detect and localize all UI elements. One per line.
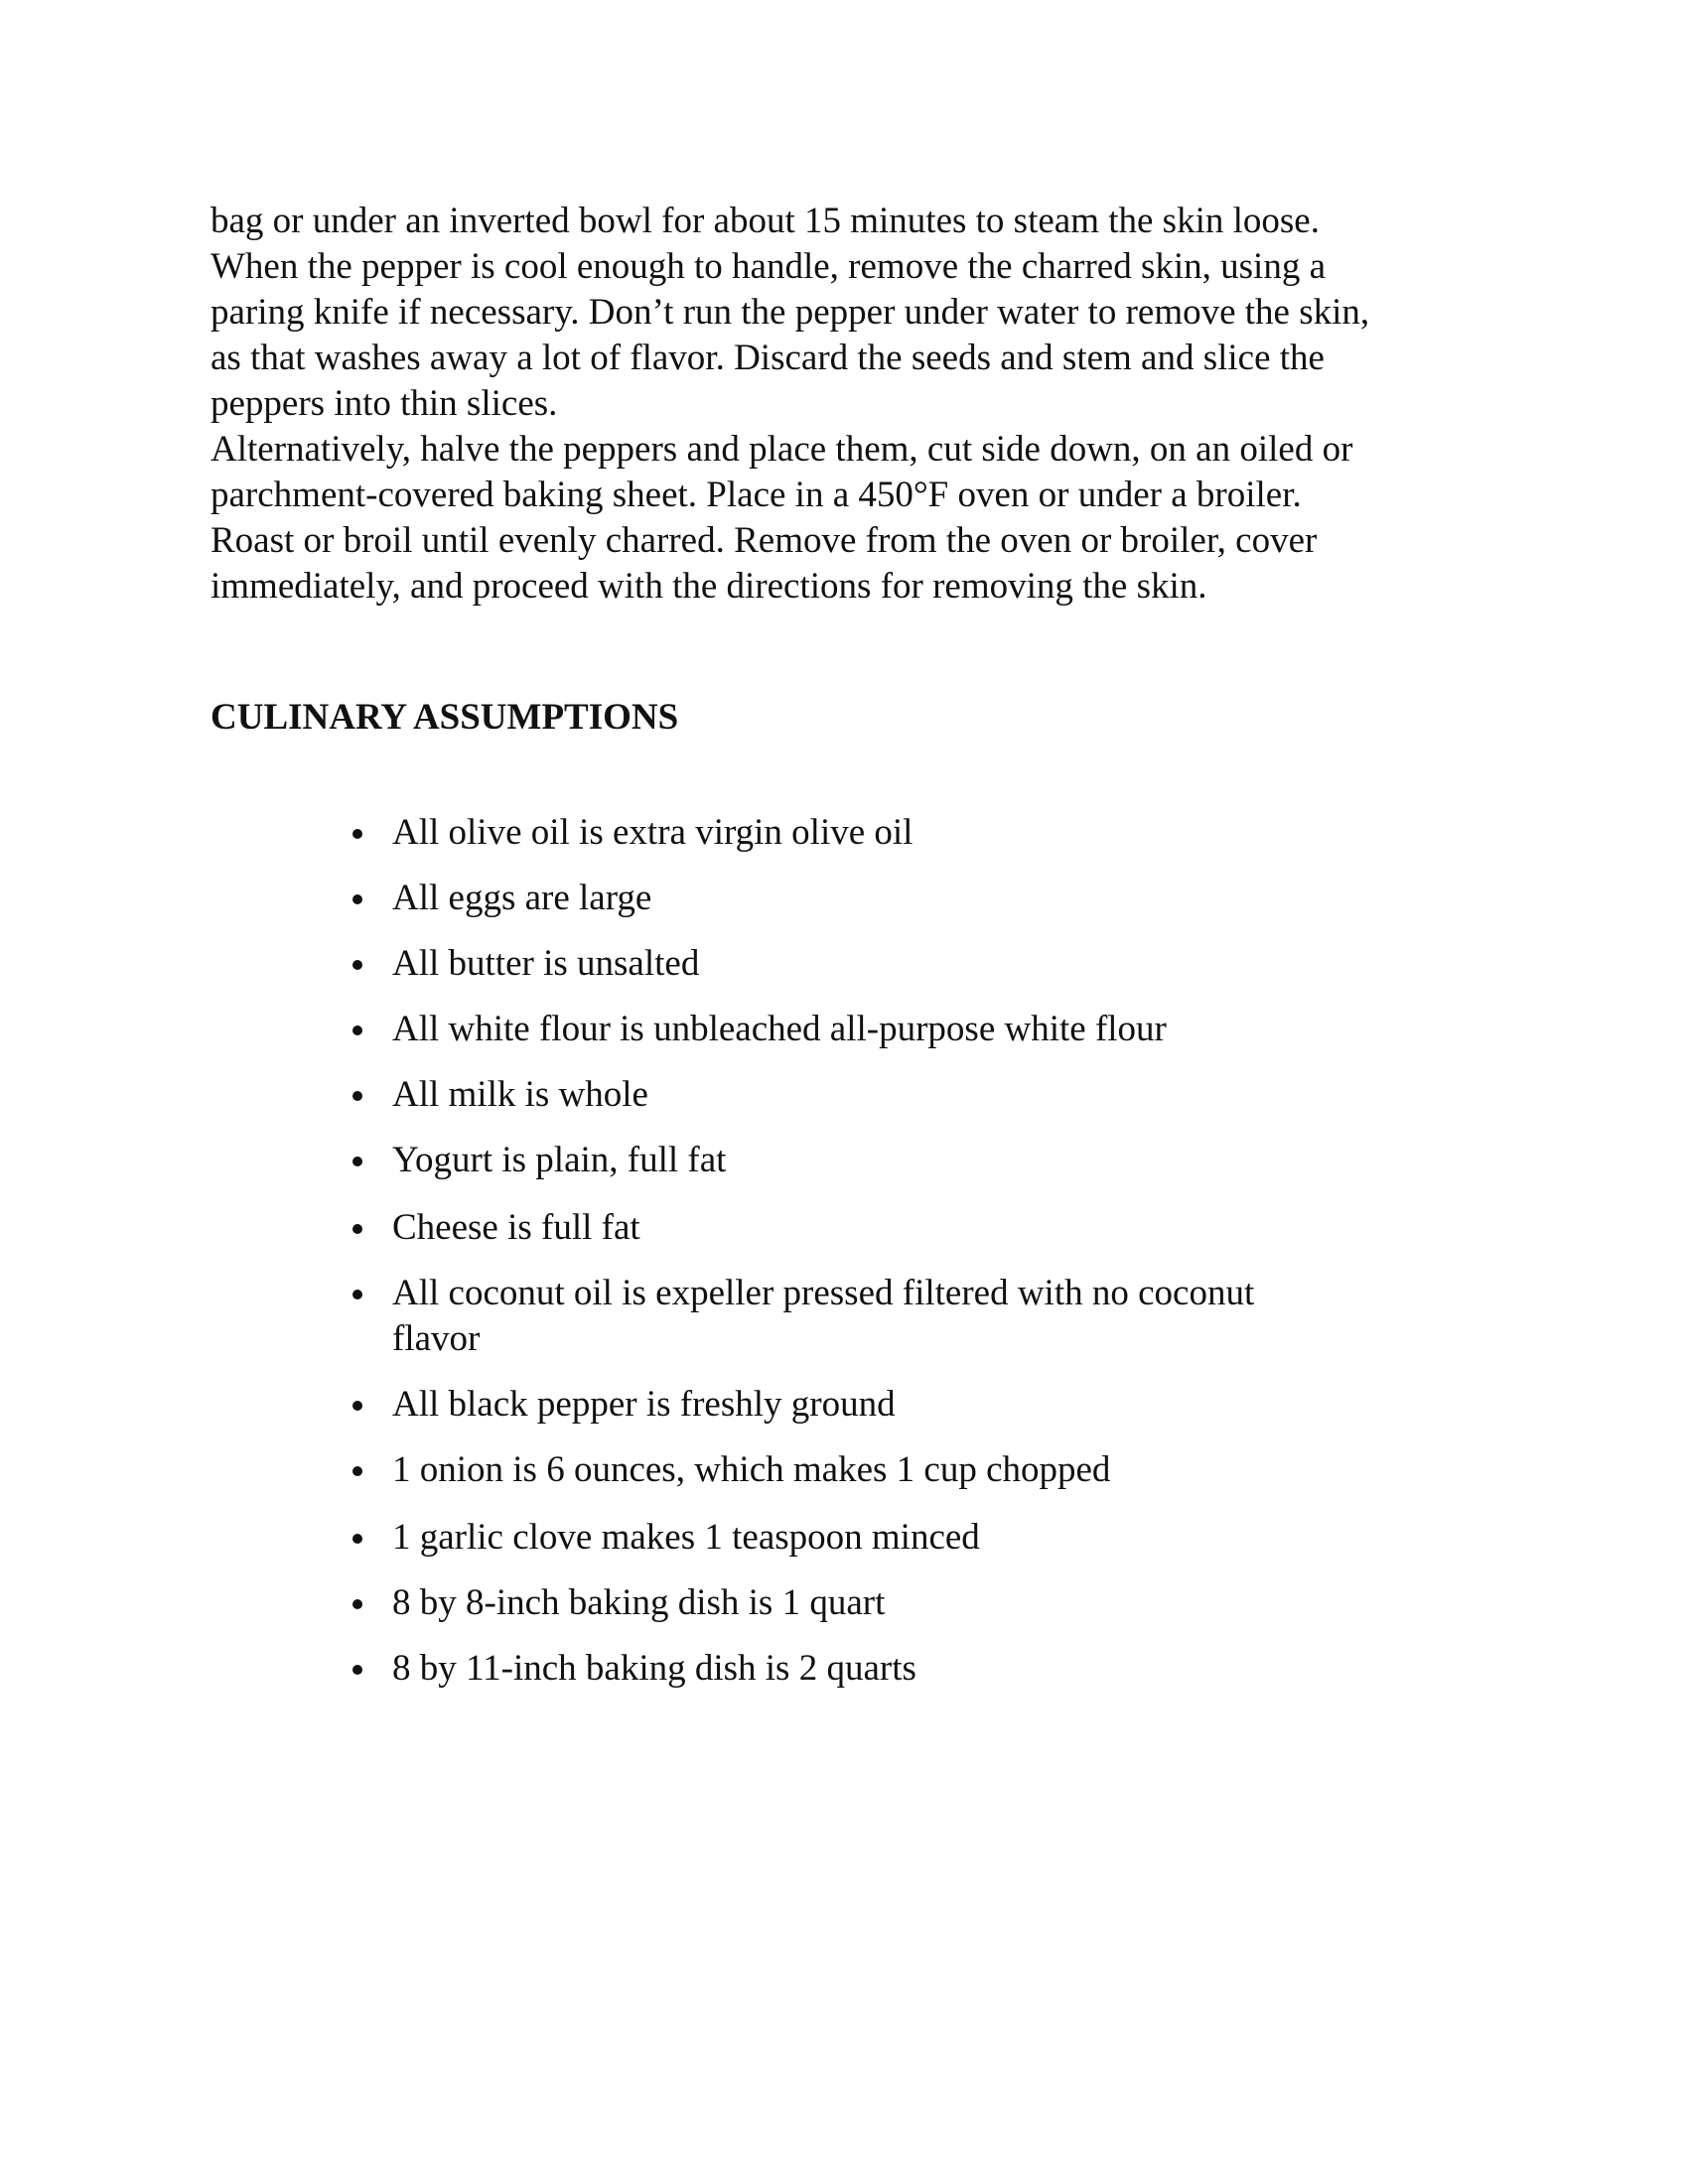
bullet-icon [352,1224,362,1234]
paragraph-line: When the pepper is cool enough to handle, remove the charred skin, using a [211,246,1327,287]
pepper-steaming-paragraph [211,199,1501,427]
list-item-text: 8 by 8-inch baking dish is 1 quart [392,1582,886,1623]
paragraph-line: immediately, and proceed with the directions for removing the skin. [211,566,1207,607]
bullet-icon [352,1290,362,1299]
paragraph-line: parchment-covered baking sheet. Place in a 450°F oven or under a broiler. [211,475,1302,515]
list-item-text: 1 onion is 6 ounces, which makes 1 cup chopped [392,1449,1111,1490]
list-item-text: All black pepper is freshly ground [392,1384,896,1425]
list-item-text: Yogurt is plain, full fat [392,1140,727,1180]
list-item-text: All butter is unsalted [392,943,700,984]
list-item-text: All coconut oil is expeller pressed filtered with no coconut [392,1273,1255,1313]
bullet-icon [352,1091,362,1101]
paragraph-line: Roast or broil until evenly charred. Remove from the oven or broiler, cover [211,520,1318,561]
bullet-icon [352,894,362,904]
bullet-icon [352,1599,362,1609]
paragraph-line: Alternatively, halve the peppers and place them, cut side down, on an oiled or [211,429,1353,470]
bullet-icon [352,960,362,970]
paragraph-line: peppers into thin slices. [211,383,558,424]
bullet-icon [352,1534,362,1544]
bullet-icon [352,1157,362,1166]
pepper-roasting-paragraph [211,427,1501,610]
paragraph-line: as that washes away a lot of flavor. Discard the seeds and stem and slice the [211,338,1325,378]
list-item-text: 1 garlic clove makes 1 teaspoon minced [392,1517,980,1558]
paragraph-line: paring knife if necessary. Don’t run the pepper under water to remove the skin, [211,292,1370,333]
bullet-icon [352,1401,362,1411]
list-item-text: All eggs are large [392,878,652,918]
bullet-icon [352,1665,362,1675]
bullet-icon [352,1466,362,1476]
list-item-text-continuation: flavor [392,1318,481,1359]
list-item-text: 8 by 11-inch baking dish is 2 quarts [392,1648,916,1689]
section-heading: CULINARY ASSUMPTIONS [211,697,679,738]
bullet-icon [352,829,362,839]
bullet-icon [352,1025,362,1035]
list-item-text: All olive oil is extra virgin olive oil [392,812,914,853]
list-item-text: Cheese is full fat [392,1207,640,1248]
list-item-text: All white flour is unbleached all-purpose white flour [392,1009,1167,1049]
paragraph-line: bag or under an inverted bowl for about 15 minutes to steam the skin loose. [211,201,1320,241]
list-item-text: All milk is whole [392,1074,648,1115]
